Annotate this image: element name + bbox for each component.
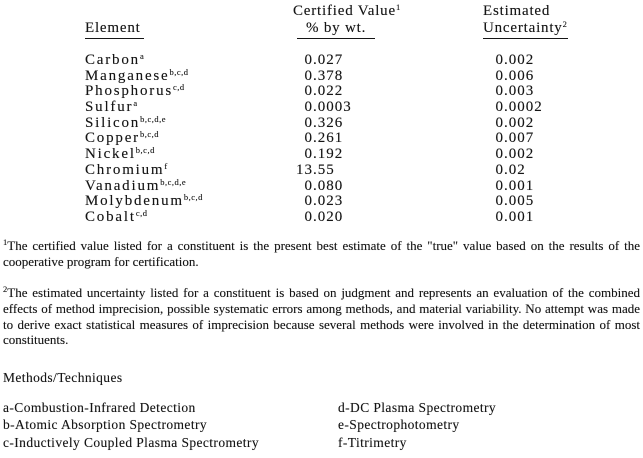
methods-list-left: [3, 399, 259, 451]
methods-list-right: [338, 399, 496, 451]
method-item: f-Titrimetry: [338, 434, 407, 450]
element-method-superscript: b,c,d,e: [140, 113, 167, 124]
percent-by-weight-header: % by wt.: [297, 20, 375, 39]
certified-value-cell: 0 .378: [304, 67, 344, 84]
column-gap: [380, 131, 452, 147]
uncertainty-header-text: Uncertainty: [483, 20, 563, 36]
element-method-superscript: b,c,d,e: [160, 176, 187, 187]
column-gap: [380, 179, 452, 195]
element-name: Molybdenum: [85, 193, 184, 210]
uncertainty-cell: 0 .002: [495, 114, 535, 131]
element-cell: [0, 100, 260, 116]
element-cell: [0, 53, 260, 69]
column-gap: [380, 84, 452, 100]
footnote-1: [3, 238, 640, 270]
element-name: Phosphorus: [85, 83, 174, 100]
methods-techniques-label: Methods/Techniques: [3, 370, 123, 385]
element-column-header: Element: [85, 20, 144, 39]
element-method-superscript: b,c,d: [183, 192, 203, 203]
certified-value-cell: 0 .020: [304, 208, 344, 225]
footnote-2-text: The estimated uncertainty listed for a constituent is based on judgment and represents an evaluation of the combined effects of method imprecision, possible systematic errors among methods, and material variability. No attempt was made to derive exact statistical measures of imprecision because several methods were involved in the determination of most constituents.: [3, 285, 640, 348]
element-name: Vanadium: [85, 177, 161, 194]
uncertainty-cell: 0 .007: [495, 130, 535, 147]
element-cell: [0, 160, 260, 179]
table-row: [0, 147, 643, 163]
footnote-2: [3, 285, 640, 348]
certified-values-table: [0, 53, 643, 226]
element-name: Sulfur: [85, 99, 134, 116]
uncertainty-cell: 0 .002: [495, 146, 535, 163]
column-gap: [380, 147, 452, 163]
element-method-superscript: c,d: [135, 207, 148, 218]
element-cell: [0, 207, 260, 226]
uncertainty-header: [483, 20, 568, 39]
uncertainty-cell: 0 .001: [495, 208, 535, 225]
column-gap: [380, 163, 452, 179]
uncertainty-cell: 0 .003: [495, 83, 535, 100]
method-item: a-Combustion-Infrared Detection: [3, 400, 196, 415]
uncertainty-cell: 0 .02: [495, 161, 526, 178]
certified-value-header-text: Certified Value: [293, 3, 396, 19]
footnote-2-marker: 2: [3, 284, 8, 294]
element-cell: [0, 176, 260, 195]
method-item: d-DC Plasma Spectrometry: [338, 400, 497, 415]
table-row: [0, 53, 643, 69]
element-cell: [0, 194, 260, 210]
element-name: Manganese: [85, 67, 170, 84]
element-cell: [0, 147, 260, 163]
certified-value-cell: 13 .55: [296, 161, 335, 178]
table-row: [0, 131, 643, 147]
element-name: Silicon: [85, 114, 141, 131]
certified-value-cell: 0 .261: [304, 130, 344, 147]
element-method-superscript: c,d: [173, 82, 185, 93]
element-method-superscript: a: [133, 98, 138, 109]
column-gap: [380, 69, 452, 85]
footnote-1-marker: 1: [3, 237, 8, 247]
certified-value-cell: 0 .326: [304, 114, 344, 131]
element-name: Nickel: [85, 146, 136, 163]
element-method-superscript: b,c,d: [169, 66, 189, 77]
element-method-superscript: b,c,d: [135, 145, 155, 156]
method-item: e-Spectrophotometry: [338, 417, 460, 433]
table-row: [0, 84, 643, 100]
element-cell: [0, 84, 260, 100]
column-gap: [380, 53, 452, 69]
uncertainty-footnote-marker: 2: [562, 19, 567, 29]
footnote-1-text: The certified value listed for a constituent is the present best estimate of the "true" value based on the results of the cooperative program for certification.: [3, 238, 640, 269]
certified-value-cell: 0 .023: [304, 193, 344, 210]
table-row: [0, 100, 643, 116]
element-method-superscript: f: [164, 160, 168, 171]
element-method-superscript: b,c,d: [139, 129, 159, 140]
uncertainty-cell: 0 .0002: [495, 99, 543, 116]
column-gap: [380, 100, 452, 116]
element-name: Copper: [85, 130, 140, 147]
element-name: Cobalt: [85, 208, 136, 225]
certified-value-cell: 0 .027: [304, 52, 344, 68]
column-gap: [380, 116, 452, 132]
element-name: Carbon: [85, 52, 140, 68]
certified-value-cell: 0 .022: [304, 83, 344, 100]
element-cell: [0, 131, 260, 147]
table-row: [0, 194, 643, 210]
uncertainty-cell: 0 .002: [495, 52, 535, 68]
table-row: [0, 176, 643, 195]
element-method-superscript: a: [139, 51, 145, 61]
table-row: [0, 160, 643, 179]
uncertainty-cell: 0 .005: [495, 193, 535, 210]
uncertainty-cell: 0 .006: [495, 67, 535, 84]
certified-value-cell: 0 .192: [304, 146, 344, 163]
certified-value-cell: 0 .080: [304, 177, 344, 194]
method-item: c-Inductively Coupled Plasma Spectrometry: [3, 434, 259, 450]
uncertainty-cell: 0 .001: [495, 177, 535, 194]
certified-value-footnote-marker: 1: [395, 2, 401, 12]
method-item: b-Atomic Absorption Spectrometry: [3, 417, 208, 433]
column-gap: [380, 210, 452, 226]
certified-value-cell: 0 .0003: [304, 99, 352, 116]
certified-value-column-header: [293, 3, 400, 20]
column-gap: [380, 194, 452, 210]
table-row: [0, 207, 643, 226]
element-name: Chromium: [85, 161, 165, 178]
estimated-header: Estimated: [483, 3, 551, 19]
